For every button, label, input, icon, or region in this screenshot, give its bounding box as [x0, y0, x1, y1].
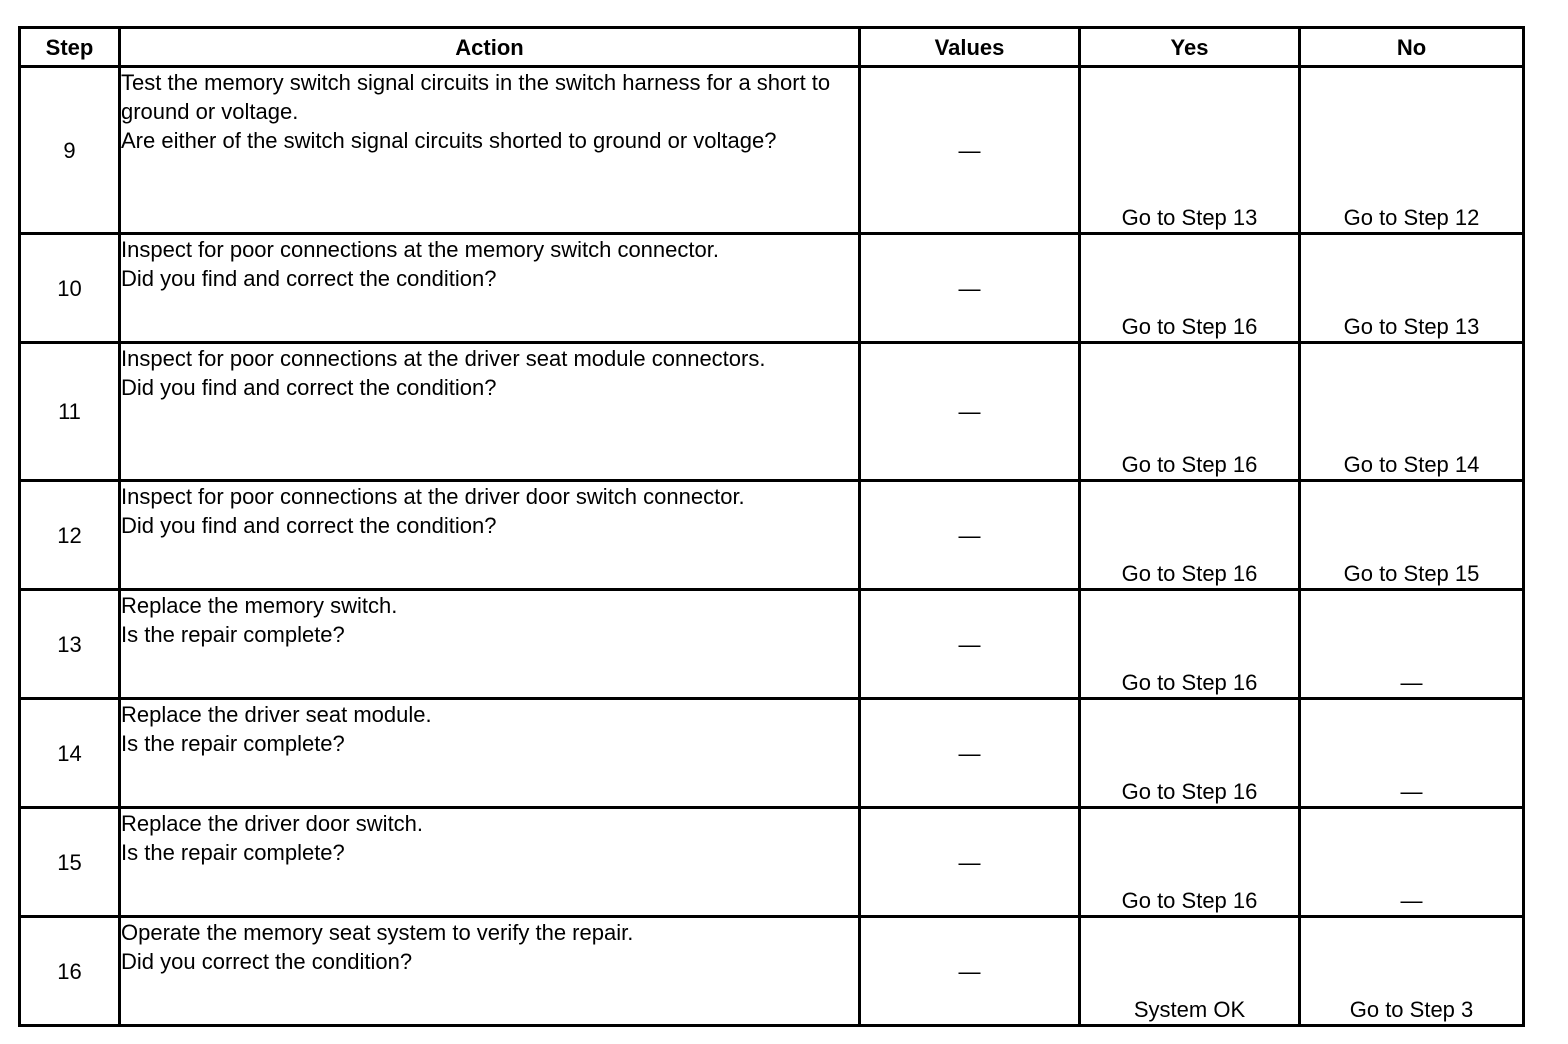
header-yes: Yes [1080, 28, 1300, 67]
action-text: Inspect for poor connections at the driver door switch connector. [121, 484, 745, 509]
step-number: 14 [20, 699, 120, 808]
action-text: Inspect for poor connections at the memory switch connector. [121, 237, 719, 262]
header-step: Step [20, 28, 120, 67]
action-text: Replace the memory switch. [121, 593, 398, 618]
step-number: 11 [20, 343, 120, 481]
action-cell [120, 481, 860, 590]
values-cell: — [860, 917, 1080, 1026]
step-number: 16 [20, 917, 120, 1026]
values-cell: — [860, 234, 1080, 343]
no-cell: — [1300, 590, 1524, 699]
step-number: 15 [20, 808, 120, 917]
yes-cell: Go to Step 16 [1080, 234, 1300, 343]
yes-cell: Go to Step 16 [1080, 343, 1300, 481]
no-cell: Go to Step 14 [1300, 343, 1524, 481]
action-text: Test the memory switch signal circuits in the switch harness for a short to ground or voltage. [121, 70, 831, 124]
no-cell: Go to Step 13 [1300, 234, 1524, 343]
step-number: 9 [20, 67, 120, 234]
table-row [20, 808, 1524, 917]
yes-cell: Go to Step 16 [1080, 590, 1300, 699]
action-question: Is the repair complete? [121, 840, 345, 865]
yes-cell: Go to Step 16 [1080, 808, 1300, 917]
action-question: Is the repair complete? [121, 731, 345, 756]
no-cell: Go to Step 15 [1300, 481, 1524, 590]
header-values: Values [860, 28, 1080, 67]
step-number: 10 [20, 234, 120, 343]
no-cell: — [1300, 808, 1524, 917]
values-cell: — [860, 808, 1080, 917]
action-text: Replace the driver door switch. [121, 811, 424, 836]
no-cell: Go to Step 12 [1300, 67, 1524, 234]
action-text: Operate the memory seat system to verify the repair. [121, 920, 634, 945]
values-cell: — [860, 481, 1080, 590]
table-row [20, 590, 1524, 699]
action-question: Is the repair complete? [121, 622, 345, 647]
action-cell [120, 67, 860, 234]
step-number: 13 [20, 590, 120, 699]
no-cell: — [1300, 699, 1524, 808]
action-cell [120, 343, 860, 481]
action-question: Did you find and correct the condition? [121, 266, 497, 291]
table-row [20, 67, 1524, 234]
values-cell: — [860, 67, 1080, 234]
action-cell [120, 808, 860, 917]
action-cell [120, 234, 860, 343]
no-cell: Go to Step 3 [1300, 917, 1524, 1026]
action-text: Replace the driver seat module. [121, 702, 432, 727]
action-question: Did you find and correct the condition? [121, 375, 497, 400]
yes-cell: Go to Step 16 [1080, 699, 1300, 808]
yes-cell: System OK [1080, 917, 1300, 1026]
values-cell: — [860, 699, 1080, 808]
action-question: Did you correct the condition? [121, 949, 413, 974]
table-row [20, 481, 1524, 590]
header-no: No [1300, 28, 1524, 67]
yes-cell: Go to Step 13 [1080, 67, 1300, 234]
diagnostic-table [18, 26, 1525, 1027]
values-cell: — [860, 343, 1080, 481]
header-action: Action [120, 28, 860, 67]
action-question: Are either of the switch signal circuits shorted to ground or voltage? [121, 128, 777, 153]
values-cell: — [860, 590, 1080, 699]
action-text: Inspect for poor connections at the driver seat module connectors. [121, 346, 766, 371]
action-cell [120, 699, 860, 808]
action-cell [120, 917, 860, 1026]
header-row [20, 28, 1524, 67]
action-cell [120, 590, 860, 699]
table-row [20, 917, 1524, 1026]
table-row [20, 343, 1524, 481]
table-row [20, 234, 1524, 343]
table-row [20, 699, 1524, 808]
step-number: 12 [20, 481, 120, 590]
yes-cell: Go to Step 16 [1080, 481, 1300, 590]
action-question: Did you find and correct the condition? [121, 513, 497, 538]
